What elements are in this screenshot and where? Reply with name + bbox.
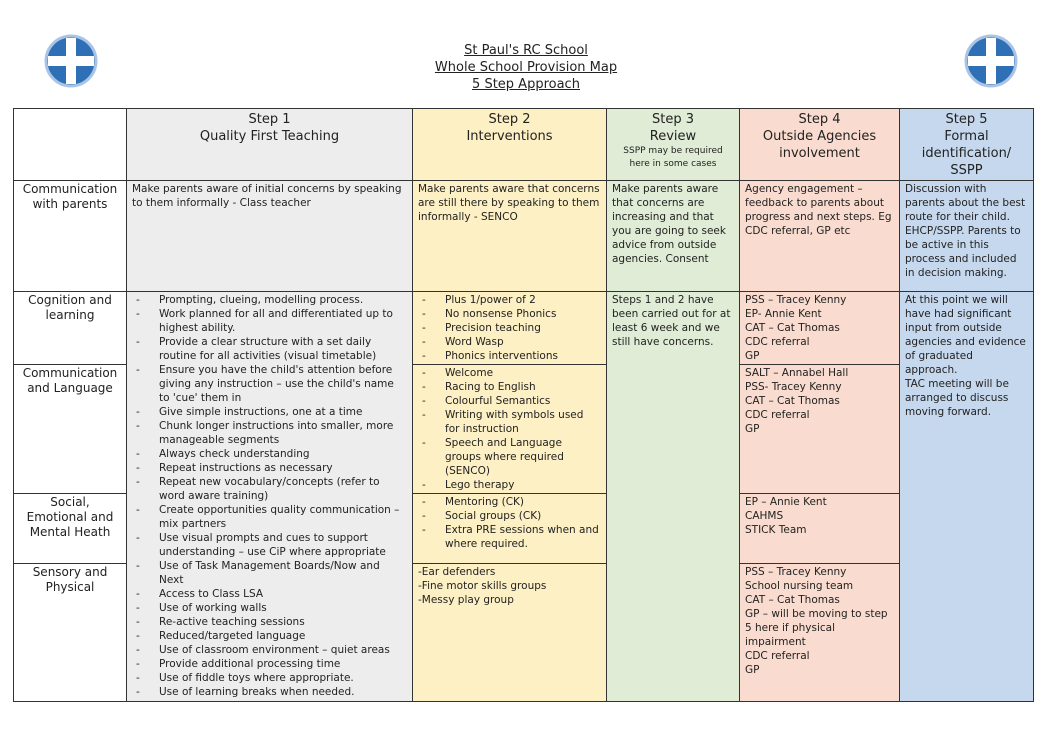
cell-step3-shared: Steps 1 and 2 have been carried out for at least 6 week and we still have concerns. <box>607 292 740 702</box>
cell-step2-parents: Make parents aware that concerns are still there by speaking to them informally - SENCO <box>413 181 607 292</box>
step2-number: Step 2 <box>488 112 531 127</box>
list-item: School nursing team <box>745 580 854 592</box>
cell-step2-semh <box>413 494 607 564</box>
row-label-cognition: Cognition and learning <box>14 292 127 365</box>
school-name: St Paul's RC School <box>464 43 588 58</box>
cell-step4-language <box>740 365 900 494</box>
step4-name: Outside Agencies involvement <box>762 129 877 161</box>
step4-sensory-list <box>745 565 894 677</box>
list-item: - Plus 1/power of 2 <box>418 293 601 307</box>
cell-step3-parents: Make parents aware that concerns are increasing and that you are going to seek advice from outside agencies. Consent <box>607 181 740 292</box>
step2-header <box>413 109 607 181</box>
cell-step1-parents: Make parents aware of initial concerns by speaking to them informally - Class teacher <box>127 181 413 292</box>
row-communication-parents <box>14 181 1034 292</box>
step1-number: Step 1 <box>248 112 291 127</box>
list-item: - Extra PRE sessions when and where required. <box>418 523 601 551</box>
list-item: - Lego therapy <box>418 478 601 492</box>
list-item: - Provide a clear structure with a set daily routine for all activities (visual timetable) <box>132 335 407 363</box>
list-item: - Ensure you have the child's attention before giving any instruction – use the child's name to 'cue' them in <box>132 363 407 405</box>
row-label-comm-language: Communication and Language <box>14 365 127 494</box>
list-item: PSS – Tracey Kenny <box>745 566 847 578</box>
list-item: - Use of learning breaks when needed. <box>132 685 407 699</box>
step4-header <box>740 109 900 181</box>
cell-step4-parents: Agency engagement – feedback to parents about progress and next steps. Eg CDC referral, GP etc <box>740 181 900 292</box>
list-item: PSS- Tracey Kenny <box>745 381 842 393</box>
list-item: CAT – Cat Thomas <box>745 395 840 407</box>
list-item: - Reduced/targeted language <box>132 629 407 643</box>
list-item: CAT – Cat Thomas <box>745 322 840 334</box>
list-item: - Word Wasp <box>418 335 601 349</box>
document-title <box>0 42 1052 93</box>
list-item: CAHMS <box>745 510 784 522</box>
step4-cognition-list <box>745 293 894 363</box>
list-item: - Speech and Language groups where required (SENCO) <box>418 436 601 478</box>
cell-step2-language <box>413 365 607 494</box>
list-item: - Use of fiddle toys where appropriate. <box>132 671 407 685</box>
list-item: CDC referral <box>745 336 810 348</box>
cell-step4-sensory <box>740 564 900 702</box>
list-item: STICK Team <box>745 524 807 536</box>
list-item: - Access to Class LSA <box>132 587 407 601</box>
row-label-semh: Social, Emotional and Mental Heath <box>14 494 127 564</box>
step1-name: Quality First Teaching <box>199 129 340 144</box>
list-item: GP <box>745 423 760 435</box>
list-item: - Mentoring (CK) <box>418 495 601 509</box>
list-item: - Always check understanding <box>132 447 407 461</box>
list-item: CDC referral <box>745 650 810 662</box>
list-item: GP <box>745 350 760 362</box>
list-item: SALT – Annabel Hall <box>745 367 849 379</box>
list-item: - Racing to English <box>418 380 601 394</box>
step1-header <box>127 109 413 181</box>
row-label-sensory: Sensory and Physical <box>14 564 127 702</box>
cell-step2-cognition <box>413 292 607 365</box>
cell-step1-shared <box>127 292 413 702</box>
list-item: -Ear defenders <box>418 566 496 578</box>
list-item: - Phonics interventions <box>418 349 601 363</box>
step4-semh-list <box>745 495 894 537</box>
cell-step2-sensory <box>413 564 607 702</box>
step3-header <box>607 109 740 181</box>
list-item: - Chunk longer instructions into smaller, more manageable segments <box>132 419 407 447</box>
cell-step4-semh <box>740 494 900 564</box>
list-item: GP – will be moving to step 5 here if physical impairment <box>745 608 888 648</box>
step2-sensory-list <box>418 565 601 607</box>
list-item: - Writing with symbols used for instruction <box>418 408 601 436</box>
cell-step5-parents: Discussion with parents about the best route for their child. EHCP/SSPP. Parents to be active in this process and included in decision making. <box>900 181 1034 292</box>
list-item: - Use of classroom environment – quiet areas <box>132 643 407 657</box>
step5-header <box>900 109 1034 181</box>
list-item: - Provide additional processing time <box>132 657 407 671</box>
list-item: - No nonsense Phonics <box>418 307 601 321</box>
list-item: - Re-active teaching sessions <box>132 615 407 629</box>
step5-name: Formal identification/ SSPP <box>921 129 1012 178</box>
list-item: CDC referral <box>745 409 810 421</box>
provision-map-table <box>13 108 1034 702</box>
list-item: - Social groups (CK) <box>418 509 601 523</box>
list-item: PSS – Tracey Kenny <box>745 294 847 306</box>
list-item: - Repeat instructions as necessary <box>132 461 407 475</box>
list-item: GP <box>745 664 760 676</box>
step2-cognition-list <box>418 293 601 363</box>
approach-title: 5 Step Approach <box>472 77 580 92</box>
step2-semh-list <box>418 495 601 551</box>
list-item: CAT – Cat Thomas <box>745 594 840 606</box>
list-item: - Colourful Semantics <box>418 394 601 408</box>
step1-strategy-list <box>132 293 407 699</box>
row-cognition <box>14 292 1034 365</box>
step2-language-list <box>418 366 601 492</box>
corner-cell <box>14 109 127 181</box>
step5-text-2: TAC meeting will be arranged to discuss moving forward. <box>905 378 1009 418</box>
row-label-communication-parents: Communication with parents <box>14 181 127 292</box>
step3-note: SSPP may be required here in some cases <box>623 146 723 169</box>
list-item: - Prompting, clueing, modelling process. <box>132 293 407 307</box>
header-row <box>14 109 1034 181</box>
list-item: - Use of working walls <box>132 601 407 615</box>
step4-number: Step 4 <box>798 112 841 127</box>
list-item: - Use of Task Management Boards/Now and Next <box>132 559 407 587</box>
step4-language-list <box>745 366 894 436</box>
list-item: - Work planned for all and differentiated up to highest ability. <box>132 307 407 335</box>
list-item: - Create opportunities quality communication – mix partners <box>132 503 407 531</box>
list-item: EP- Annie Kent <box>745 308 822 320</box>
step2-name: Interventions <box>466 129 553 144</box>
step5-number: Step 5 <box>945 112 988 127</box>
step5-text-1: At this point we will have had significant input from outside agencies and evidence of graduated approach. <box>905 294 1026 376</box>
list-item: - Precision teaching <box>418 321 601 335</box>
step3-name: Review <box>649 129 697 144</box>
document-subtitle: Whole School Provision Map <box>434 60 618 75</box>
list-item: -Fine motor skills groups <box>418 580 547 592</box>
step3-number: Step 3 <box>651 112 694 127</box>
list-item: - Repeat new vocabulary/concepts (refer to word aware training) <box>132 475 407 503</box>
list-item: - Give simple instructions, one at a time <box>132 405 407 419</box>
list-item: EP – Annie Kent <box>745 496 827 508</box>
list-item: -Messy play group <box>418 594 514 606</box>
list-item: - Welcome <box>418 366 601 380</box>
cell-step5-shared <box>900 292 1034 702</box>
list-item: - Use visual prompts and cues to support understanding – use CiP where appropriate <box>132 531 407 559</box>
cell-step4-cognition <box>740 292 900 365</box>
